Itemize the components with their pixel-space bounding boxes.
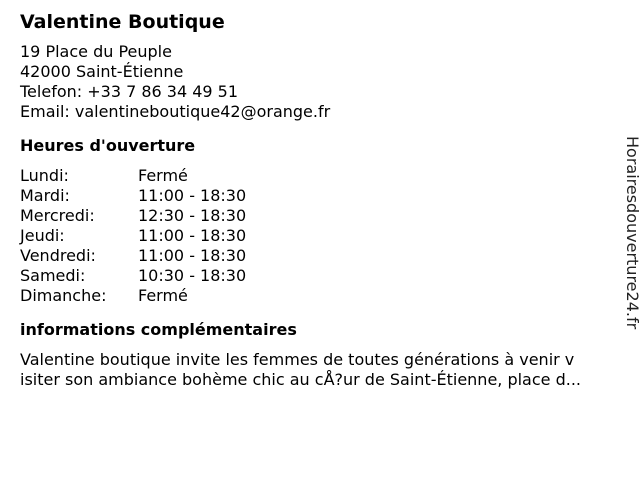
hours-row: [20, 246, 246, 266]
day-label: Mercredi:: [20, 206, 95, 225]
day-hours: Fermé: [138, 166, 188, 185]
hours-row: [20, 286, 246, 306]
hours-row: [20, 186, 246, 206]
opening-hours-table: [20, 166, 246, 306]
hours-row: [20, 226, 246, 246]
day-label: Dimanche:: [20, 286, 107, 305]
additional-info-text: [20, 350, 620, 390]
email-address: Email: valentineboutique42@orange.fr: [20, 102, 331, 121]
day-hours: 12:30 - 18:30: [138, 206, 247, 225]
info-line: isiter son ambiance bohème chic au cÅ?ur de Saint-Étienne, place d...: [20, 370, 581, 389]
address-street: 19 Place du Peuple: [20, 42, 172, 61]
day-hours: 10:30 - 18:30: [138, 266, 247, 285]
site-watermark: Horairesdouverture24.fr: [623, 136, 642, 330]
business-name: Valentine Boutique: [20, 11, 225, 33]
opening-hours-heading: Heures d'ouverture: [20, 136, 196, 155]
day-label: Lundi:: [20, 166, 69, 185]
phone-number: Telefon: +33 7 86 34 49 51: [20, 82, 239, 101]
day-label: Mardi:: [20, 186, 70, 205]
info-line: Valentine boutique invite les femmes de toutes générations à venir v: [20, 350, 575, 369]
day-label: Vendredi:: [20, 246, 96, 265]
hours-row: [20, 266, 246, 286]
day-hours: Fermé: [138, 286, 188, 305]
address-city: 42000 Saint-Étienne: [20, 62, 184, 81]
day-hours: 11:00 - 18:30: [138, 246, 247, 265]
day-label: Jeudi:: [20, 226, 65, 245]
additional-info-heading: informations complémentaires: [20, 320, 297, 339]
hours-row: [20, 166, 246, 186]
day-hours: 11:00 - 18:30: [138, 186, 247, 205]
day-label: Samedi:: [20, 266, 86, 285]
business-card: [20, 10, 620, 390]
day-hours: 11:00 - 18:30: [138, 226, 247, 245]
hours-row: [20, 206, 246, 226]
